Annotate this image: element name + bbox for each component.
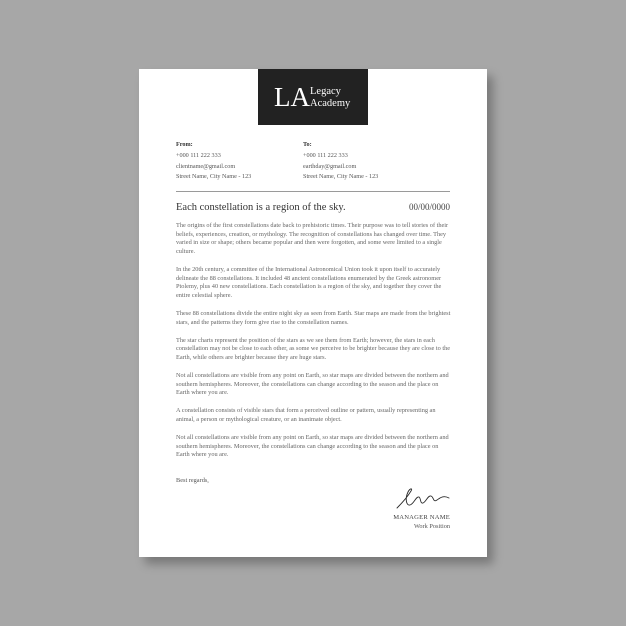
sender-address: Street Name, City Name - 123: [176, 173, 252, 181]
logo-name-line-2: Academy: [310, 98, 351, 109]
recipient-email: earthday@gmail.com: [303, 162, 357, 170]
letter-subject: Each constellation is a region of the sky.: [176, 202, 346, 213]
sender-email: clientname@gmail.com: [176, 162, 236, 170]
logo: [258, 69, 368, 125]
body-paragraph: A constellation consists of visible stars that form a perceived outline or pattern, usually representing an animal, a person or mythological creature, or an inanimate object.: [176, 407, 436, 424]
signer-name: MANAGER NAME: [393, 514, 450, 521]
body-paragraph: The star charts represent the position of the stars as we see them from Earth; however, the stars in each constellation may not be close to each other, as some we perceive to be brighter because they are close to the Earth, while others are brighter because they are huge stars.: [176, 336, 451, 361]
signature-graphic: [394, 486, 452, 512]
body-paragraph: Not all constellations are visible from any point on Earth, so star maps are divided between the northern and southern hemispheres. Moreover, the constellations can change according to the season and the place on Earth where you are.: [176, 434, 449, 459]
sender-heading: From:: [176, 141, 193, 148]
body-paragraph: These 88 constellations divide the entire night sky as seen from Earth. Star maps are made from the brightest stars, and the patterns they form give rise to the constellation names.: [176, 309, 451, 326]
body-paragraph: The origins of the first constellations date back to prehistoric times. Their purpose was to tell stories of their beliefs, experiences, creation, or mythology. The recognition of constellations has changed over time. They varied in size or shape; others became popular and then were forgotten, and some were limited to a single culture.: [176, 222, 449, 255]
letter-body: [176, 222, 452, 470]
body-paragraph: Not all constellations are visible from any point on Earth, so star maps are divided between the northern and southern hemispheres. Moreover, the constellations can change according to the season and the place on Earth where you are.: [176, 372, 449, 397]
logo-name-line-1: Legacy: [310, 86, 341, 97]
recipient-block: [303, 140, 378, 183]
recipient-phone: +000 111 222 333: [303, 151, 348, 159]
recipient-address: Street Name, City Name - 123: [303, 173, 379, 181]
divider: [176, 191, 450, 192]
body-paragraph: In the 20th century, a committee of the International Astronomical Union took it upon itself to accurately delineate the 88 constellations. It included 48 ancient constellations enumerated by the Greek astronomer Ptolemy, plus 40 new constellations. Each constellation is a region of the sky, and together they cover the entire celestial sphere.: [176, 265, 442, 299]
sender-block: [176, 140, 251, 183]
sender-phone: +000 111 222 333: [176, 151, 221, 159]
logo-monogram: LA: [274, 82, 310, 112]
letter-date: 00/00/0000: [408, 202, 450, 212]
recipient-heading: To:: [303, 141, 312, 148]
letterhead-page: [139, 69, 487, 557]
letter-closing: Best regards,: [176, 477, 209, 484]
signer-position: Work Position: [413, 523, 450, 530]
